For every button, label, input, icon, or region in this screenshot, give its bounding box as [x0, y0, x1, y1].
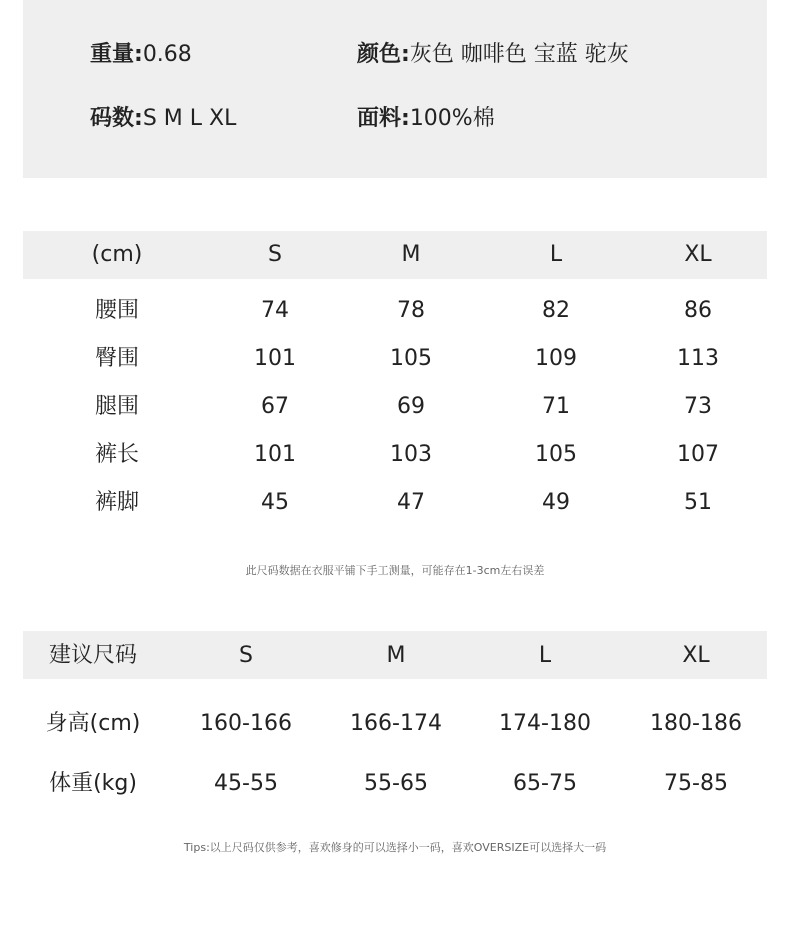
table-cell: 47 [397, 490, 425, 515]
row-label-cell: 臀围 [94, 346, 140, 371]
row-label-cell: 腰围 [94, 298, 140, 323]
header-cell: S [268, 242, 282, 267]
recommend-table-note: Tips:以上尺码仅供参考，喜欢修身的可以选择小一码，喜欢OVERSIZE可以选择大一码 [183, 841, 607, 854]
color-label: 颜色: [357, 42, 410, 67]
table-cell: 65-75 [513, 771, 577, 796]
product-info-panel [23, 0, 767, 178]
row-label-cell: 身高(cm) [45, 711, 141, 736]
header-cell: M [386, 643, 406, 668]
header-cell: XL [684, 242, 712, 267]
table-cell: 166-174 [350, 711, 442, 736]
table-cell: 174-180 [499, 711, 591, 736]
header-cell: XL [682, 643, 710, 668]
table-cell: 45-55 [214, 771, 278, 796]
table-cell: 105 [535, 442, 577, 467]
color-value: 灰色 咖啡色 宝蓝 驼灰 [409, 42, 629, 67]
weight-label: 重量: [90, 42, 143, 67]
table-cell: 160-166 [200, 711, 292, 736]
table-cell: 101 [254, 442, 296, 467]
table-cell: 86 [684, 298, 712, 323]
color-info [357, 40, 629, 70]
table-cell: 49 [542, 490, 570, 515]
header-cell: M [401, 242, 421, 267]
table-cell: 82 [542, 298, 570, 323]
header-cell: L [549, 242, 563, 267]
row-label-cell: 裤长 [94, 442, 140, 467]
table-cell: 71 [542, 394, 570, 419]
size-label: 码数: [90, 106, 143, 131]
table-cell: 113 [677, 346, 719, 371]
header-cell: (cm) [91, 242, 143, 267]
header-cell: L [538, 643, 552, 668]
table-cell: 180-186 [650, 711, 742, 736]
header-cell: S [239, 643, 253, 668]
table-cell: 74 [261, 298, 289, 323]
row-label-cell: 腿围 [94, 394, 140, 419]
size-value: S M L XL [142, 106, 237, 131]
table-cell: 105 [390, 346, 432, 371]
table-cell: 75-85 [664, 771, 728, 796]
header-cell: 建议尺码 [48, 643, 138, 668]
size-info [90, 104, 236, 134]
row-label-cell: 裤脚 [94, 490, 140, 515]
table-cell: 109 [535, 346, 577, 371]
table-cell: 51 [684, 490, 712, 515]
table-cell: 103 [390, 442, 432, 467]
table-cell: 55-65 [364, 771, 428, 796]
row-label-cell: 体重(kg) [49, 771, 137, 796]
table-cell: 69 [397, 394, 425, 419]
table-cell: 73 [684, 394, 712, 419]
table-cell: 78 [397, 298, 425, 323]
table-cell: 107 [677, 442, 719, 467]
fabric-value: 100%棉 [409, 106, 495, 131]
fabric-info [357, 104, 495, 134]
table-cell: 45 [261, 490, 289, 515]
fabric-label: 面料: [357, 106, 410, 131]
table-cell: 67 [261, 394, 289, 419]
table-cell: 101 [254, 346, 296, 371]
weight-value: 0.68 [142, 42, 192, 67]
weight-info [90, 40, 192, 70]
size-table-note: 此尺码数据在衣服平铺下手工测量，可能存在1-3cm左右误差 [245, 564, 545, 577]
